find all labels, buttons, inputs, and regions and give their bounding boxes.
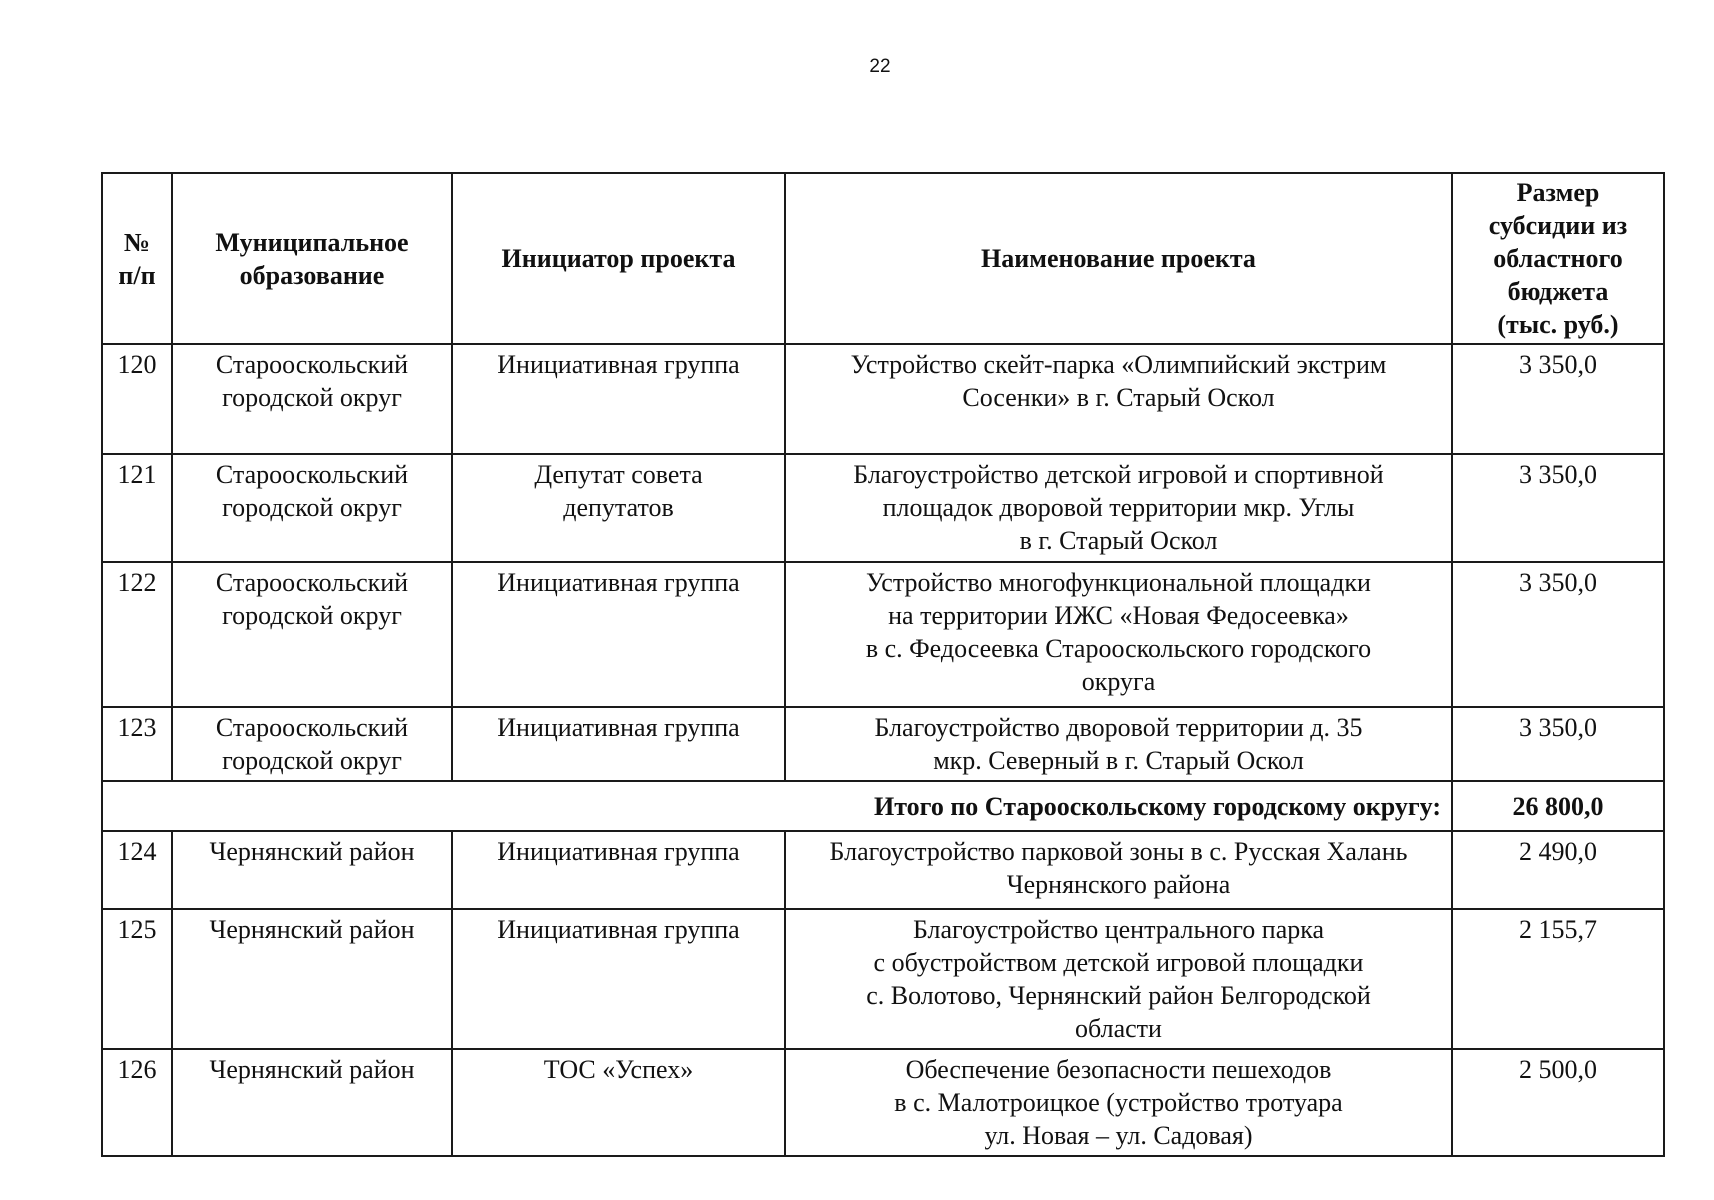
subtotal-row bbox=[102, 781, 1664, 831]
row-initiator: Инициативная группа bbox=[452, 562, 785, 707]
table-row bbox=[102, 454, 1664, 562]
subtotal-amount: 26 800,0 bbox=[1452, 781, 1664, 831]
row-num: 123 bbox=[102, 707, 172, 781]
table-row bbox=[102, 344, 1664, 454]
row-initiator: Инициативная группа bbox=[452, 909, 785, 1049]
row-num: 125 bbox=[102, 909, 172, 1049]
row-amount: 3 350,0 bbox=[1452, 707, 1664, 781]
row-initiator: ТОС «Успех» bbox=[452, 1049, 785, 1156]
row-project: Устройство многофункциональной площадки на территории ИЖС «Новая Федосеевка» в с. Федосеевка Старооскольского городского округа bbox=[785, 562, 1452, 707]
header-amount: Размер субсидии из областного бюджета (тыс. руб.) bbox=[1452, 173, 1664, 344]
row-project: Благоустройство детской игровой и спортивной площадок дворовой территории мкр. Углы в г. Старый Оскол bbox=[785, 454, 1452, 562]
row-project: Благоустройство центрального парка с обустройством детской игровой площадки с. Волотово, Чернянский район Белгородской области bbox=[785, 909, 1452, 1049]
row-municipality: Чернянский район bbox=[172, 909, 452, 1049]
row-municipality: Старооскольский городской округ bbox=[172, 707, 452, 781]
table-row bbox=[102, 909, 1664, 1049]
row-amount: 2 500,0 bbox=[1452, 1049, 1664, 1156]
page-number: 22 bbox=[869, 56, 891, 77]
header-initiator: Инициатор проекта bbox=[452, 173, 785, 344]
row-municipality: Старооскольский городской округ bbox=[172, 562, 452, 707]
row-project: Обеспечение безопасности пешеходов в с. Малотроицкое (устройство тротуара ул. Новая – ул. Садовая) bbox=[785, 1049, 1452, 1156]
row-initiator: Инициативная группа bbox=[452, 831, 785, 909]
row-initiator: Инициативная группа bbox=[452, 344, 785, 454]
row-project: Устройство скейт-парка «Олимпийский экстрим Сосенки» в г. Старый Оскол bbox=[785, 344, 1452, 454]
row-amount: 3 350,0 bbox=[1452, 562, 1664, 707]
row-municipality: Чернянский район bbox=[172, 831, 452, 909]
subtotal-label: Итого по Старооскольскому городскому округу: bbox=[102, 781, 1452, 831]
row-amount: 2 490,0 bbox=[1452, 831, 1664, 909]
row-municipality: Старооскольский городской округ bbox=[172, 344, 452, 454]
subsidy-table bbox=[101, 172, 1665, 1157]
row-municipality: Чернянский район bbox=[172, 1049, 452, 1156]
row-num: 120 bbox=[102, 344, 172, 454]
row-amount: 2 155,7 bbox=[1452, 909, 1664, 1049]
header-num: № п/п bbox=[102, 173, 172, 344]
table-row bbox=[102, 1049, 1664, 1156]
row-initiator: Депутат совета депутатов bbox=[452, 454, 785, 562]
row-project: Благоустройство дворовой территории д. 35 мкр. Северный в г. Старый Оскол bbox=[785, 707, 1452, 781]
header-project: Наименование проекта bbox=[785, 173, 1452, 344]
table-header-row bbox=[102, 173, 1664, 344]
header-municipality: Муниципальное образование bbox=[172, 173, 452, 344]
row-initiator: Инициативная группа bbox=[452, 707, 785, 781]
row-project: Благоустройство парковой зоны в с. Русская Халань Чернянского района bbox=[785, 831, 1452, 909]
table-row bbox=[102, 562, 1664, 707]
row-num: 121 bbox=[102, 454, 172, 562]
row-num: 126 bbox=[102, 1049, 172, 1156]
row-num: 122 bbox=[102, 562, 172, 707]
row-num: 124 bbox=[102, 831, 172, 909]
row-municipality: Старооскольский городской округ bbox=[172, 454, 452, 562]
table-row bbox=[102, 707, 1664, 781]
table-row bbox=[102, 831, 1664, 909]
row-amount: 3 350,0 bbox=[1452, 454, 1664, 562]
row-amount: 3 350,0 bbox=[1452, 344, 1664, 454]
